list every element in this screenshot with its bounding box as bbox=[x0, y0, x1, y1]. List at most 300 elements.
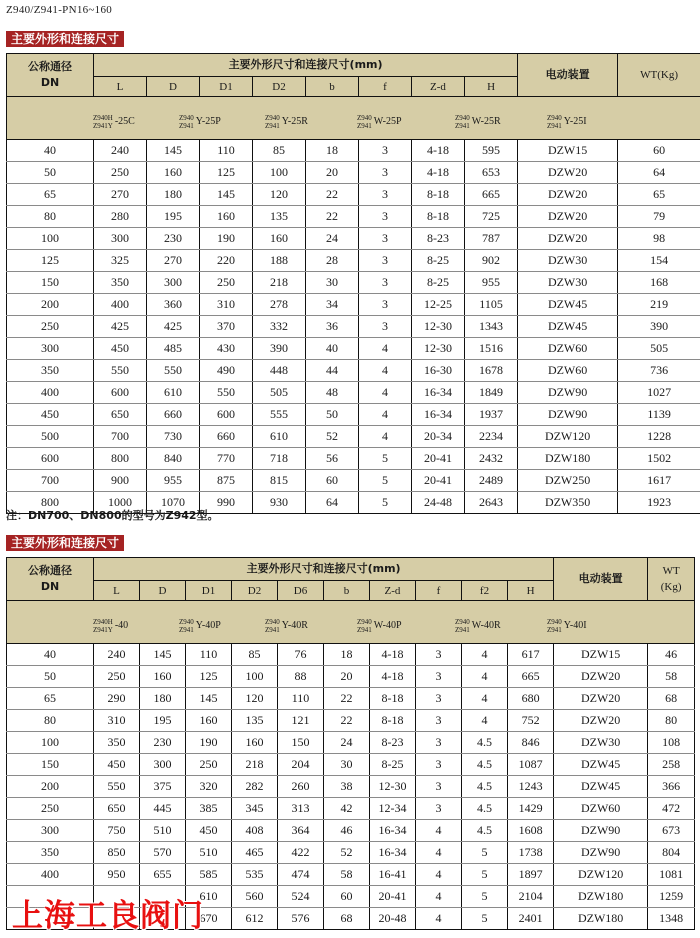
table-cell: 1348 bbox=[648, 908, 695, 930]
table-cell: 180 bbox=[147, 184, 200, 206]
table-cell: 4 bbox=[359, 338, 412, 360]
table-cell: 121 bbox=[278, 710, 324, 732]
footnote: 注：DN700、DN800的型号为Z942型。 bbox=[6, 509, 219, 522]
table-cell: 2234 bbox=[465, 426, 518, 448]
spec-table-pn25 bbox=[6, 53, 700, 514]
table-cell: 42 bbox=[324, 798, 370, 820]
table-cell: 400 bbox=[7, 864, 94, 886]
table-cell: 18 bbox=[324, 644, 370, 666]
table-cell: 240 bbox=[94, 140, 147, 162]
table-cell: DZW180 bbox=[554, 886, 648, 908]
table-cell: 472 bbox=[648, 798, 695, 820]
table-row bbox=[7, 842, 695, 864]
table-cell: DZW30 bbox=[554, 732, 648, 754]
table-cell: DZW60 bbox=[554, 798, 648, 820]
table-cell: 570 bbox=[140, 842, 186, 864]
table-cell: 150 bbox=[278, 732, 324, 754]
table-cell: 8-25 bbox=[412, 272, 465, 294]
table-cell: 400 bbox=[7, 382, 94, 404]
table-cell: 4 bbox=[359, 404, 412, 426]
table-cell: 535 bbox=[232, 864, 278, 886]
table-cell: 218 bbox=[232, 754, 278, 776]
table-cell: 653 bbox=[465, 162, 518, 184]
column-header: L bbox=[94, 77, 147, 97]
table-cell: 4 bbox=[359, 360, 412, 382]
table-cell: 3 bbox=[416, 666, 462, 688]
table-cell: 1105 bbox=[465, 294, 518, 316]
table-cell: 190 bbox=[186, 732, 232, 754]
table-cell: 168 bbox=[618, 272, 700, 294]
table-cell: DZW60 bbox=[518, 360, 618, 382]
table-cell: 12-30 bbox=[412, 338, 465, 360]
table-cell: DZW20 bbox=[554, 710, 648, 732]
table-cell: 110 bbox=[186, 644, 232, 666]
table-cell: 350 bbox=[94, 272, 147, 294]
table-cell: 1087 bbox=[508, 754, 554, 776]
table-cell: 3 bbox=[416, 732, 462, 754]
table-cell: 5 bbox=[359, 470, 412, 492]
table-cell: 2432 bbox=[465, 448, 518, 470]
table-cell: 310 bbox=[200, 294, 253, 316]
table-cell: 787 bbox=[465, 228, 518, 250]
table-cell: 1502 bbox=[618, 448, 700, 470]
table-cell: 290 bbox=[94, 688, 140, 710]
table-cell: 20-41 bbox=[412, 448, 465, 470]
section-label-2: 主要外形和连接尺寸 bbox=[6, 535, 124, 551]
table-cell: 12-25 bbox=[412, 294, 465, 316]
table-row bbox=[7, 426, 700, 448]
table-cell: 300 bbox=[147, 272, 200, 294]
table-cell: 3 bbox=[416, 644, 462, 666]
table-cell: 40 bbox=[7, 140, 94, 162]
table-cell: 465 bbox=[232, 842, 278, 864]
model-code: Z940 Z941 Y-40I bbox=[547, 617, 587, 634]
table-cell: 12-30 bbox=[370, 776, 416, 798]
table-cell: 360 bbox=[147, 294, 200, 316]
table-cell: 524 bbox=[278, 886, 324, 908]
table-row bbox=[7, 666, 695, 688]
table-cell: 846 bbox=[508, 732, 554, 754]
weight-header-2: WT (Kg) bbox=[648, 558, 695, 601]
table-cell: 1070 bbox=[147, 492, 200, 514]
table-cell: 840 bbox=[147, 448, 200, 470]
table-cell: DZW30 bbox=[518, 272, 618, 294]
table-cell: 366 bbox=[648, 776, 695, 798]
table-cell: DZW20 bbox=[518, 228, 618, 250]
table-cell: 5 bbox=[462, 908, 508, 930]
table-cell: 250 bbox=[7, 316, 94, 338]
table-cell: 100 bbox=[7, 228, 94, 250]
table-cell: 730 bbox=[147, 426, 200, 448]
actuator-header: 电动装置 bbox=[518, 54, 618, 97]
table-cell: 8-23 bbox=[370, 732, 416, 754]
table-cell: 250 bbox=[186, 754, 232, 776]
table-cell: 4-18 bbox=[370, 644, 416, 666]
table-cell: 990 bbox=[200, 492, 253, 514]
table-cell: 160 bbox=[140, 666, 186, 688]
table-row bbox=[7, 250, 700, 272]
column-header: b bbox=[306, 77, 359, 97]
table-cell: 16-34 bbox=[370, 820, 416, 842]
table-cell: 120 bbox=[253, 184, 306, 206]
table-cell: 135 bbox=[232, 710, 278, 732]
table-cell: 300 bbox=[94, 228, 147, 250]
table-cell: 5 bbox=[462, 886, 508, 908]
table-row bbox=[7, 382, 700, 404]
table-cell: 3 bbox=[359, 162, 412, 184]
table-cell: 200 bbox=[7, 294, 94, 316]
table-cell: 550 bbox=[94, 776, 140, 798]
model-codes-row bbox=[7, 97, 700, 139]
table-cell: 700 bbox=[7, 470, 94, 492]
table-cell: 230 bbox=[140, 732, 186, 754]
table-cell: DZW180 bbox=[518, 448, 618, 470]
table-cell: DZW250 bbox=[518, 470, 618, 492]
table-cell: 46 bbox=[324, 820, 370, 842]
table-cell: 5 bbox=[359, 448, 412, 470]
table-cell: 325 bbox=[94, 250, 147, 272]
table-cell: 24-48 bbox=[412, 492, 465, 514]
column-header: Z-d bbox=[412, 77, 465, 97]
table-cell: 58 bbox=[324, 864, 370, 886]
page-title: Z940/Z941-PN16~160 bbox=[6, 4, 113, 16]
table-cell: 610 bbox=[147, 382, 200, 404]
table-cell: 3 bbox=[416, 776, 462, 798]
table-cell: 555 bbox=[253, 404, 306, 426]
column-header: H bbox=[508, 581, 554, 601]
table-cell: 770 bbox=[200, 448, 253, 470]
table-cell: 68 bbox=[324, 908, 370, 930]
table-cell: 5 bbox=[462, 842, 508, 864]
table-cell: 364 bbox=[278, 820, 324, 842]
table-cell: 125 bbox=[7, 250, 94, 272]
table-cell: 250 bbox=[94, 162, 147, 184]
table-cell: DZW60 bbox=[518, 338, 618, 360]
table-cell: 16-30 bbox=[412, 360, 465, 382]
table-cell: 160 bbox=[200, 206, 253, 228]
table-cell: 3 bbox=[359, 272, 412, 294]
table-cell: 655 bbox=[140, 864, 186, 886]
table-row bbox=[7, 798, 695, 820]
table-cell: 313 bbox=[278, 798, 324, 820]
table-cell: 955 bbox=[147, 470, 200, 492]
table-cell: 22 bbox=[324, 688, 370, 710]
table-cell: 450 bbox=[186, 820, 232, 842]
table-cell: 4.5 bbox=[462, 776, 508, 798]
table-cell: 12-34 bbox=[370, 798, 416, 820]
table-cell: 400 bbox=[94, 294, 147, 316]
column-header: f bbox=[416, 581, 462, 601]
actuator-header-2: 电动装置 bbox=[554, 558, 648, 601]
table-cell: 560 bbox=[232, 886, 278, 908]
table-cell: 595 bbox=[465, 140, 518, 162]
table-row bbox=[7, 864, 695, 886]
table-cell: DZW120 bbox=[518, 426, 618, 448]
column-header: f2 bbox=[462, 581, 508, 601]
dn-header: 公称通径 DN bbox=[7, 54, 94, 97]
table-cell: 100 bbox=[253, 162, 306, 184]
table-cell: 28 bbox=[306, 250, 359, 272]
table-cell: 408 bbox=[232, 820, 278, 842]
table-cell: 850 bbox=[94, 842, 140, 864]
column-header: b bbox=[324, 581, 370, 601]
table-cell: 60 bbox=[306, 470, 359, 492]
table-cell: 24 bbox=[324, 732, 370, 754]
table-cell: 200 bbox=[7, 776, 94, 798]
table-cell: 450 bbox=[94, 338, 147, 360]
model-codes-row-2 bbox=[7, 601, 694, 643]
table-row bbox=[7, 688, 695, 710]
table-cell: 46 bbox=[648, 644, 695, 666]
table-cell: 3 bbox=[359, 140, 412, 162]
table-cell: 48 bbox=[306, 382, 359, 404]
table-cell: 65 bbox=[618, 184, 700, 206]
table-row bbox=[7, 206, 700, 228]
table-cell: 4 bbox=[416, 820, 462, 842]
table-cell: 505 bbox=[253, 382, 306, 404]
table-cell: 145 bbox=[200, 184, 253, 206]
table-cell: 3 bbox=[359, 206, 412, 228]
table-cell: DZW20 bbox=[518, 162, 618, 184]
table-row bbox=[7, 184, 700, 206]
table-cell: DZW90 bbox=[554, 842, 648, 864]
weight-header: WT(Kg) bbox=[618, 54, 700, 97]
table-cell: 450 bbox=[7, 404, 94, 426]
table-cell: DZW45 bbox=[554, 776, 648, 798]
table-cell: 345 bbox=[232, 798, 278, 820]
table-cell: 120 bbox=[232, 688, 278, 710]
table-cell: 600 bbox=[7, 448, 94, 470]
dimensions-header: 主要外形尺寸和连接尺寸(mm) bbox=[94, 54, 518, 77]
table-cell: 445 bbox=[140, 798, 186, 820]
table-cell: 3 bbox=[359, 250, 412, 272]
table-cell: 1849 bbox=[465, 382, 518, 404]
table-cell: 650 bbox=[94, 404, 147, 426]
table-row bbox=[7, 776, 695, 798]
table-cell: 188 bbox=[253, 250, 306, 272]
table-cell: 510 bbox=[186, 842, 232, 864]
table-cell: 670 bbox=[186, 908, 232, 930]
column-header: D bbox=[147, 77, 200, 97]
table-cell: 125 bbox=[200, 162, 253, 184]
table-cell: 16-41 bbox=[370, 864, 416, 886]
table-cell: 800 bbox=[7, 492, 94, 514]
table-cell: 3 bbox=[359, 316, 412, 338]
table-cell: 5 bbox=[462, 864, 508, 886]
table-cell: DZW45 bbox=[554, 754, 648, 776]
table-cell: 282 bbox=[232, 776, 278, 798]
table-cell: 510 bbox=[140, 820, 186, 842]
table-cell: 4.5 bbox=[462, 798, 508, 820]
model-code: Z940 Z941 Y-40P bbox=[179, 617, 221, 634]
table-cell: 52 bbox=[324, 842, 370, 864]
table-cell: 425 bbox=[147, 316, 200, 338]
table-cell: 4-18 bbox=[412, 162, 465, 184]
table-cell: 2104 bbox=[508, 886, 554, 908]
table-cell: 474 bbox=[278, 864, 324, 886]
table-cell: 8-25 bbox=[370, 754, 416, 776]
table-cell: DZW120 bbox=[554, 864, 648, 886]
table-cell: 150 bbox=[7, 754, 94, 776]
table-cell: 100 bbox=[7, 732, 94, 754]
table-cell: 950 bbox=[94, 864, 140, 886]
table-cell: 1243 bbox=[508, 776, 554, 798]
dimensions-header-2: 主要外形尺寸和连接尺寸(mm) bbox=[94, 558, 554, 581]
table-cell: 20-41 bbox=[412, 470, 465, 492]
table-cell: 240 bbox=[94, 644, 140, 666]
table-cell: 725 bbox=[465, 206, 518, 228]
model-code: Z940 Z941 W-40R bbox=[455, 617, 501, 634]
table-cell: DZW15 bbox=[518, 140, 618, 162]
table-cell: 660 bbox=[147, 404, 200, 426]
table-cell: 550 bbox=[94, 360, 147, 382]
table-cell: 4 bbox=[416, 908, 462, 930]
table-cell: 385 bbox=[186, 798, 232, 820]
table-cell: 422 bbox=[278, 842, 324, 864]
table-row bbox=[7, 140, 700, 162]
column-header: H bbox=[465, 77, 518, 97]
table-cell: 64 bbox=[306, 492, 359, 514]
table-cell: 1516 bbox=[465, 338, 518, 360]
table-cell: DZW20 bbox=[518, 184, 618, 206]
model-code: Z940 Z941 Y-25R bbox=[265, 113, 308, 130]
table-cell: 4.5 bbox=[462, 820, 508, 842]
table-cell: 1343 bbox=[465, 316, 518, 338]
table-cell: 108 bbox=[648, 732, 695, 754]
column-header: D2 bbox=[253, 77, 306, 97]
table-cell: 3 bbox=[416, 754, 462, 776]
table-cell: 230 bbox=[147, 228, 200, 250]
table-cell: 180 bbox=[140, 688, 186, 710]
table-cell: 60 bbox=[324, 886, 370, 908]
table-cell: 4 bbox=[416, 864, 462, 886]
table-cell: 270 bbox=[147, 250, 200, 272]
table-cell: 12-30 bbox=[412, 316, 465, 338]
table-cell: 4 bbox=[416, 842, 462, 864]
table-cell: 8-18 bbox=[412, 184, 465, 206]
table-cell: 20-34 bbox=[412, 426, 465, 448]
table-cell: DZW20 bbox=[554, 688, 648, 710]
table-cell: 448 bbox=[253, 360, 306, 382]
table-cell: 320 bbox=[186, 776, 232, 798]
table-cell: 150 bbox=[7, 272, 94, 294]
table-cell: 490 bbox=[200, 360, 253, 382]
table-cell: 585 bbox=[186, 864, 232, 886]
table-cell: 4-18 bbox=[370, 666, 416, 688]
column-header: D2 bbox=[232, 581, 278, 601]
table-cell: 3 bbox=[359, 184, 412, 206]
table-cell: 1081 bbox=[648, 864, 695, 886]
table-cell: 650 bbox=[94, 798, 140, 820]
table-cell: 804 bbox=[648, 842, 695, 864]
table-cell: 875 bbox=[200, 470, 253, 492]
column-header: D1 bbox=[186, 581, 232, 601]
table-cell: 4 bbox=[462, 644, 508, 666]
table-cell: 40 bbox=[306, 338, 359, 360]
table-cell: 752 bbox=[508, 710, 554, 732]
table-cell: 24 bbox=[306, 228, 359, 250]
table-cell: 85 bbox=[253, 140, 306, 162]
table-cell: 1139 bbox=[618, 404, 700, 426]
table-cell: 600 bbox=[94, 382, 147, 404]
table-cell: 8-18 bbox=[412, 206, 465, 228]
table-cell: 390 bbox=[253, 338, 306, 360]
table-cell: 3 bbox=[416, 710, 462, 732]
table-cell: 5 bbox=[359, 492, 412, 514]
table-cell: 8-18 bbox=[370, 688, 416, 710]
model-code: Z940 Z941 W-25P bbox=[357, 113, 402, 130]
model-code: Z940 Z941 Y-25P bbox=[179, 113, 221, 130]
table-cell: 1228 bbox=[618, 426, 700, 448]
table-cell: 2489 bbox=[465, 470, 518, 492]
table-cell: 350 bbox=[7, 842, 94, 864]
table-cell: 20-48 bbox=[370, 908, 416, 930]
table-cell: 1738 bbox=[508, 842, 554, 864]
table-cell: 8-25 bbox=[412, 250, 465, 272]
table-cell: 2643 bbox=[465, 492, 518, 514]
table-cell: 64 bbox=[618, 162, 700, 184]
table-cell: DZW20 bbox=[554, 666, 648, 688]
table-cell: 350 bbox=[94, 732, 140, 754]
table-cell: DZW30 bbox=[518, 250, 618, 272]
table-cell: 350 bbox=[7, 360, 94, 382]
table-cell: DZW20 bbox=[518, 206, 618, 228]
table-cell: 219 bbox=[618, 294, 700, 316]
table-cell: 1429 bbox=[508, 798, 554, 820]
table-cell: 505 bbox=[618, 338, 700, 360]
column-header: D6 bbox=[278, 581, 324, 601]
table-cell: 260 bbox=[278, 776, 324, 798]
table-cell: 617 bbox=[508, 644, 554, 666]
table-cell: 576 bbox=[278, 908, 324, 930]
table-row bbox=[7, 644, 695, 666]
table-cell: 250 bbox=[94, 666, 140, 688]
model-code: Z940H Z941Y -40 bbox=[93, 617, 129, 634]
table-row bbox=[7, 754, 695, 776]
table-cell: 18 bbox=[306, 140, 359, 162]
table-cell: 160 bbox=[232, 732, 278, 754]
table-cell: DZW90 bbox=[518, 382, 618, 404]
table-cell: 612 bbox=[232, 908, 278, 930]
table-row bbox=[7, 162, 700, 184]
table-cell: 250 bbox=[200, 272, 253, 294]
model-code: Z940 Z941 Y-25I bbox=[547, 113, 587, 130]
table-cell: 195 bbox=[140, 710, 186, 732]
table-row bbox=[7, 732, 695, 754]
table-cell: DZW90 bbox=[554, 820, 648, 842]
table-row bbox=[7, 710, 695, 732]
table-cell: 68 bbox=[648, 688, 695, 710]
table-cell: 750 bbox=[94, 820, 140, 842]
table-cell: 79 bbox=[618, 206, 700, 228]
table-cell: 3 bbox=[359, 228, 412, 250]
table-cell: 160 bbox=[186, 710, 232, 732]
table-cell: 160 bbox=[147, 162, 200, 184]
table-cell: 16-34 bbox=[412, 404, 465, 426]
table-cell: 20-41 bbox=[370, 886, 416, 908]
table-cell: 38 bbox=[324, 776, 370, 798]
table-cell: 160 bbox=[253, 228, 306, 250]
table-cell: 8-18 bbox=[370, 710, 416, 732]
table-cell: 3 bbox=[359, 294, 412, 316]
table-cell: 56 bbox=[306, 448, 359, 470]
table-cell: 30 bbox=[306, 272, 359, 294]
table-cell: 76 bbox=[278, 644, 324, 666]
table-cell: 610 bbox=[253, 426, 306, 448]
table-cell: 44 bbox=[306, 360, 359, 382]
model-code: Z940 Z941 W-25R bbox=[455, 113, 501, 130]
table-cell: DZW180 bbox=[554, 908, 648, 930]
